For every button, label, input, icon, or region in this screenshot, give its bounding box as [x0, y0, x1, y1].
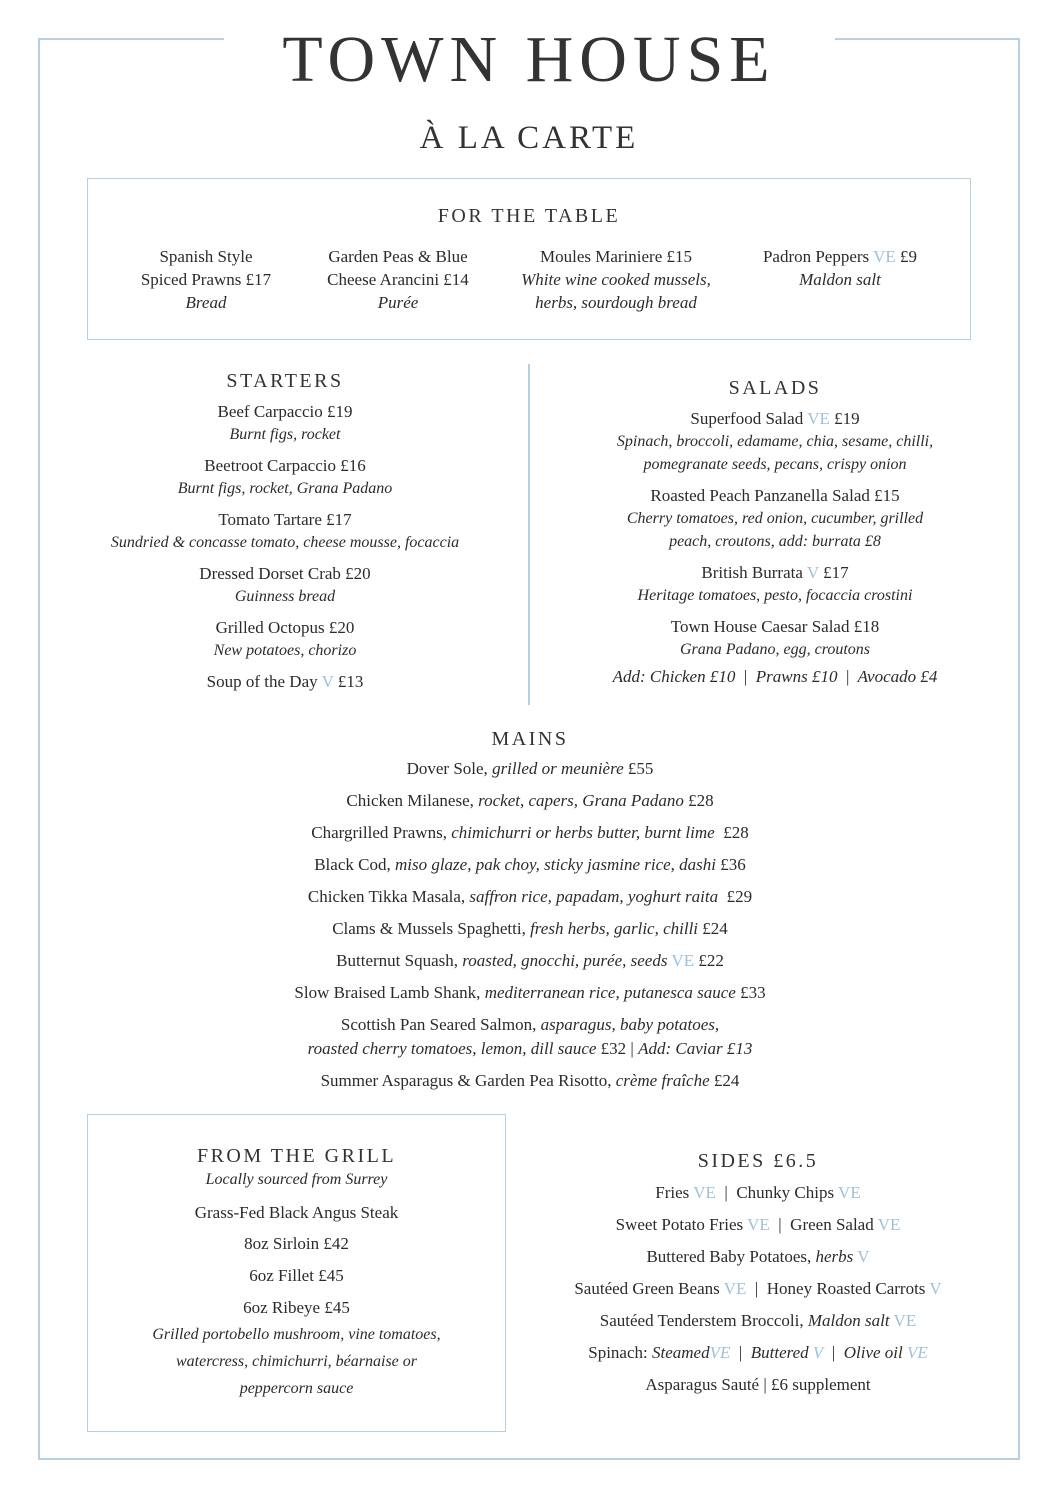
table-item-padron: Padron Peppers VE £9 Maldon salt [762, 247, 918, 289]
main-item-lamb: Slow Braised Lamb Shank, mediterranean rice, putanesca sauce £33 [294, 983, 766, 1002]
starter-item: Beetroot Carpaccio £16 Burnt figs, rocket, Grana Padano [177, 456, 393, 497]
starters-section [75, 370, 495, 701]
grill-heading: FROM THE GRILL [196, 1145, 397, 1167]
main-item-risotto: Summer Asparagus & Garden Pea Risotto, crème fraîche £24 [320, 1071, 740, 1090]
main-item: Chicken Tikka Masala, saffron rice, papadam, yoghurt raita £29 [307, 887, 753, 906]
sides-row: Sweet Potato Fries VE | Green Salad VE [615, 1215, 901, 1234]
grill-cut: 6oz Fillet £45 [249, 1266, 344, 1285]
frame-left [38, 38, 40, 1460]
sides-row: Fries VE | Chunky Chips VE [655, 1183, 861, 1202]
grill-steak: Grass-Fed Black Angus Steak [194, 1203, 399, 1222]
sides-row: Buttered Baby Potatoes, herbs V [646, 1247, 870, 1266]
column-divider [528, 364, 530, 705]
main-item: Dover Sole, grilled or meunière £55 [406, 759, 654, 778]
main-item-squash: Butternut Squash, roasted, gnocchi, purée, seeds VE £22 [336, 951, 724, 970]
restaurant-title: TOWN HOUSE [282, 23, 776, 96]
main-item: Clams & Mussels Spaghetti, fresh herbs, garlic, chilli £24 [332, 919, 728, 938]
salad-panzanella: Roasted Peach Panzanella Salad £15 Cherry tomatoes, red onion, cucumber, grilled peach, croutons, add: burrata £8 [626, 486, 924, 550]
salads-section [560, 377, 990, 688]
main-item: Chicken Milanese, rocket, capers, Grana Padano £28 [346, 791, 714, 810]
mains-section [120, 728, 940, 1101]
sides-row: Sautéed Green Beans VE | Honey Roasted Carrots V [574, 1279, 942, 1298]
grill-desc: Grilled portobello mushroom, vine tomatoes, watercress, chimichurri, béarnaise or peppercorn sauce [152, 1326, 441, 1397]
frame-right [1018, 38, 1020, 1460]
salad-addons: Add: Chicken £10 | Prawns £10 | Avocado £4 [612, 667, 938, 686]
starter-soup: Soup of the Day V £13 [206, 672, 364, 691]
main-item-salmon: Scottish Pan Seared Salmon, asparagus, baby potatoes, roasted cherry tomatoes, lemon, dill sauce £32 | Add: Caviar £13 [307, 1015, 753, 1058]
main-item: Black Cod, miso glaze, pak choy, sticky jasmine rice, dashi £36 [314, 855, 746, 874]
starter-item: Dressed Dorset Crab £20 Guinness bread [199, 564, 371, 605]
grill-box [87, 1114, 506, 1432]
for-the-table-heading: FOR THE TABLE [437, 205, 621, 227]
for-the-table-box [87, 178, 971, 340]
starter-item: Tomato Tartare £17 Sundried & concasse tomato, cheese mousse, focaccia [110, 510, 460, 551]
sides-row: Sautéed Tenderstem Broccoli, Maldon salt VE [599, 1311, 917, 1330]
table-item-prawns: Spanish Style Spiced Prawns £17 Bread [140, 247, 272, 312]
grill-content [88, 1145, 505, 1402]
main-item: Chargrilled Prawns, chimichurri or herbs butter, burnt lime £28 [311, 823, 749, 842]
menu-type: À LA CARTE [419, 120, 639, 156]
table-item-moules: Moules Mariniere £15 White wine cooked mussels, herbs, sourdough bread [521, 247, 711, 312]
grill-subheading: Locally sourced from Surrey [205, 1171, 388, 1188]
table-item-arancini: Garden Peas & Blue Cheese Arancini £14 Purée [327, 247, 469, 312]
starters-heading: STARTERS [226, 370, 344, 392]
starter-item: Grilled Octopus £20 New potatoes, chorizo [213, 618, 357, 659]
salad-burrata: British Burrata V £17 Heritage tomatoes, pesto, focaccia crostini [637, 563, 913, 604]
salad-superfood: Superfood Salad VE £19 Spinach, broccoli, edamame, chia, sesame, chilli, pomegranate seeds, pecans, crispy onion [616, 409, 934, 473]
sides-section [518, 1150, 998, 1405]
sides-heading: SIDES £6.5 [697, 1150, 819, 1172]
grill-cut: 6oz Ribeye £45 [243, 1298, 350, 1317]
sides-row: Asparagus Sauté | £6 supplement [645, 1375, 871, 1394]
sides-row: Spinach: SteamedVE | Buttered V | Olive oil VE [588, 1343, 928, 1362]
salads-heading: SALADS [728, 377, 822, 399]
mains-heading: MAINS [491, 728, 569, 750]
frame-bottom [38, 1458, 1020, 1460]
grill-cut: 8oz Sirloin £42 [244, 1234, 349, 1253]
starter-item: Beef Carpaccio £19 Burnt figs, rocket [217, 402, 353, 443]
salad-caesar: Town House Caesar Salad £18 Grana Padano, egg, croutons [670, 617, 880, 658]
